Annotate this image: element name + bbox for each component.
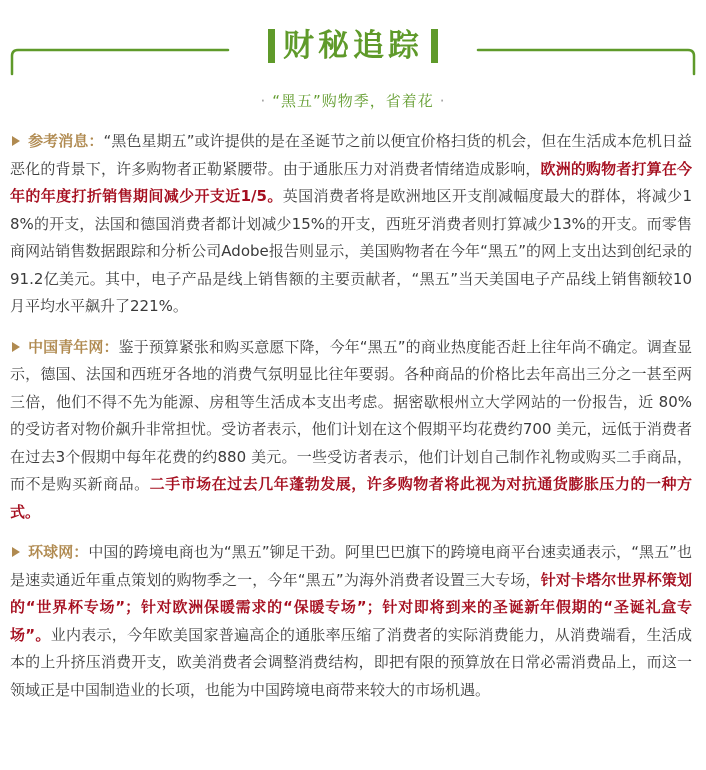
paragraph-cankao (10, 128, 692, 321)
title-bar-right (431, 29, 438, 63)
paragraph-text: “黑色星期五”或许提供的是在圣诞节之前以便宜价格扫货的机会，但在生活成本危机日益恶化的背景下，许多购物者正勒紧腰带。由于通胀压力对消费者情绪造成影响， (10, 132, 692, 178)
source-label-text: 环球网： (28, 543, 89, 561)
subtitle-dot-right: · (439, 92, 446, 110)
section-header (0, 0, 706, 80)
title-bar-left (268, 29, 275, 63)
subtitle-text: “黑五”购物季，省着花 (272, 92, 434, 110)
arrow-right-icon (12, 342, 20, 352)
highlight-text: 欧洲的购物者打算在今年的年度打折销售期间减少开支近1/5。 (10, 159, 692, 205)
paragraph-youth-net (10, 334, 692, 527)
highlight-text: 针对卡塔尔世界杯策划的“世界杯专场”；针对欧洲保暖需求的“保暖专场”；针对即将到来的圣诞新年假期的“圣诞礼盒专场”。 (10, 570, 692, 644)
highlight-text: 二手市场在过去几年蓬勃发展，许多购物者将此视为对抗通货膨胀压力的一种方式。 (10, 475, 692, 521)
page-title: 财秘追踪 (283, 28, 423, 64)
article-body (10, 128, 692, 717)
source-label (10, 132, 103, 150)
paragraph-text: 中国的跨境电商也为“黑五”铆足干劲。阿里巴巴旗下的跨境电商平台速卖通表示，“黑五”也是速卖通近年重点策划的购物季之一，今年“黑五”为海外消费者设置三大专场， (10, 543, 692, 589)
source-label-text: 中国青年网： (28, 337, 119, 356)
paragraph-text: 业内表示，今年欧美国家普遍高企的通胀率压缩了消费者的实际消费能力，从消费端看，生活成本的上升挤压消费开支，欧美消费者会调整消费结构，即把有限的预算放在日常必需消费品上，而这一领域正是中国制造业的长项，也能为中国跨境电商带来较大的市场机遇。 (10, 625, 692, 699)
subtitle-dot-left: · (260, 92, 267, 110)
source-label-text: 参考消息： (28, 132, 104, 150)
paragraph-text: 鉴于预算紧张和购买意愿下降，今年“黑五”的商业热度能否赶上往年尚不确定。调查显示，德国、法国和西班牙各地的消费气氛明显比往年要弱。各种商品的价格比去年高出三分之一甚至两三倍，他们不得不先为能源、房租等生活成本支出考虑。据密歇根州立大学网站的一份报告，近 80%的受访者对物价飙升非常担忧。受访者表示，他们计划在这个假期平均花费约700 美元，远低于消费者在过去3个假期中每年花费的约880 美元。一些受访者表示，他们计划自己制作礼物或购买二手商品，而不是购买新商品。 (10, 337, 692, 493)
paragraph-huanqiu (10, 539, 692, 704)
arrow-right-icon (12, 547, 20, 557)
source-label (10, 543, 88, 561)
title-wrap (0, 26, 706, 66)
subtitle (0, 90, 706, 111)
paragraph-text: 英国消费者将是欧洲地区开支削减幅度最大的群体，将减少18%的开支，法国和德国消费者都计划减少15%的开支，西班牙消费者则打算减少13%的开支。而零售商网站销售数据跟踪和分析公司Adobe报告则显示，美国购物者在今年“黑五”的网上支出达到创纪录的91.2亿美元。其中，电子产品是线上销售额的主要贡献者，“黑五”当天美国电子产品线上销售额较10月平均水平飙升了221%。 (10, 187, 692, 315)
arrow-right-icon (12, 136, 20, 146)
source-label (10, 338, 119, 356)
